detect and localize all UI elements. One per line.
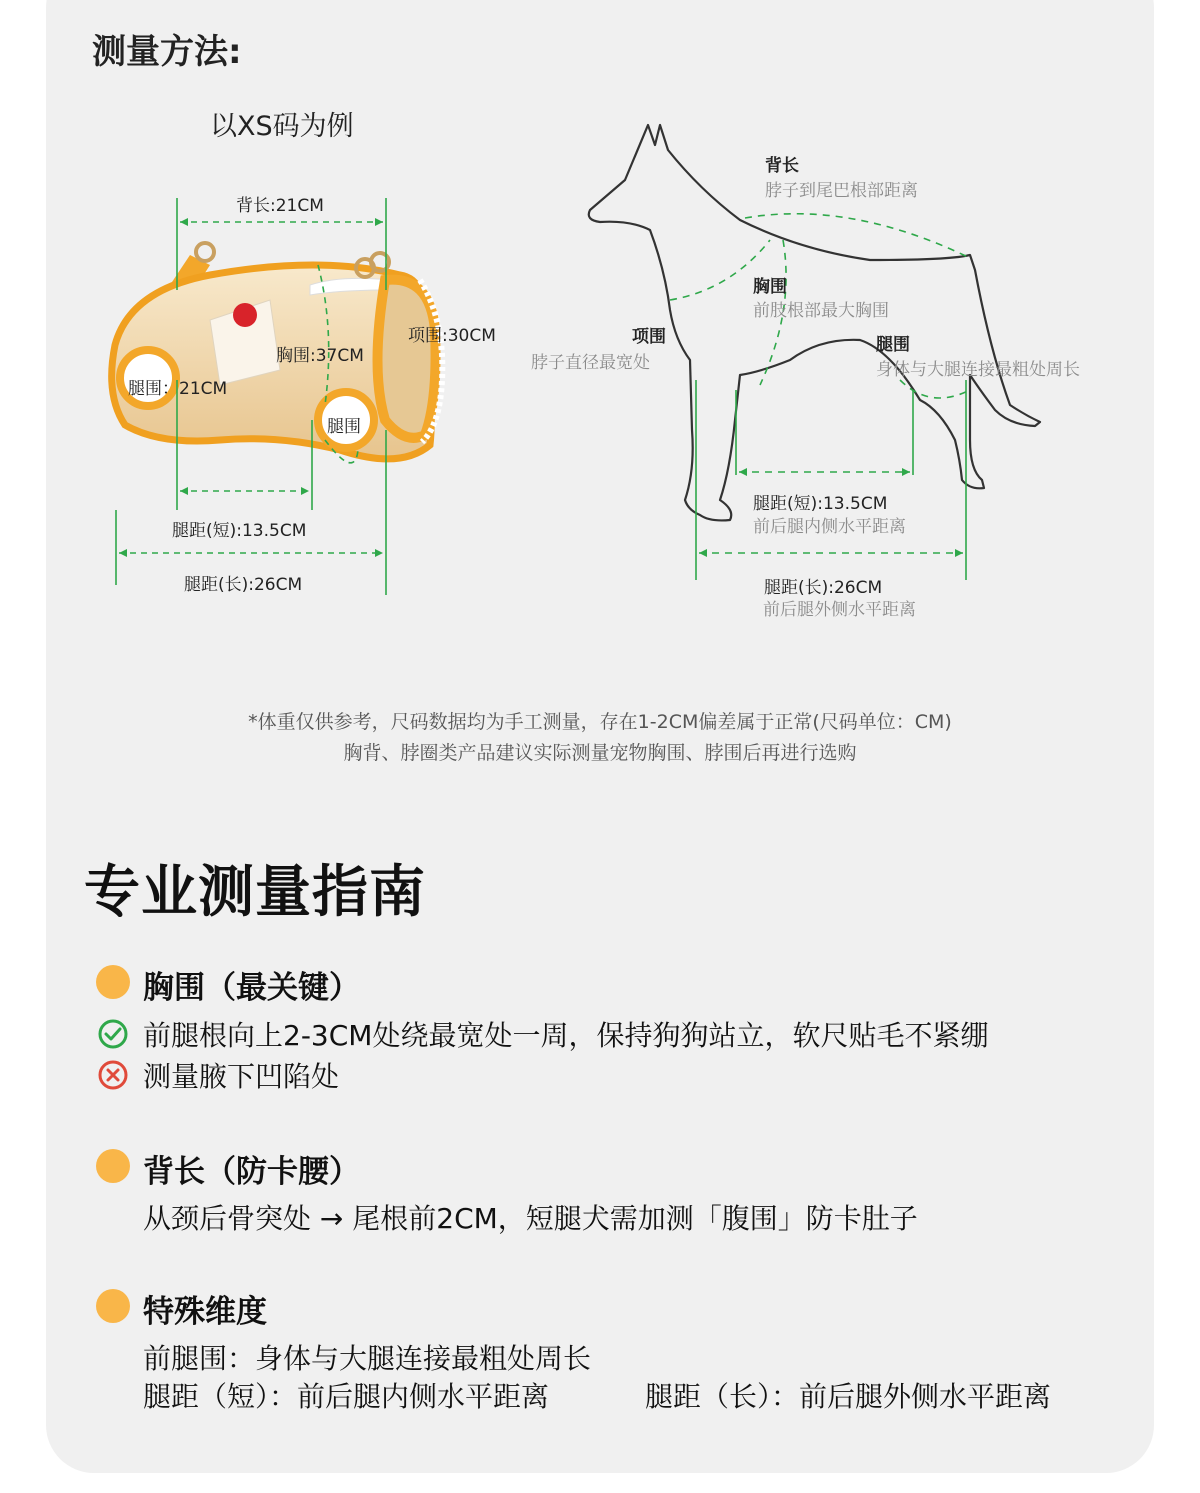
dog-back-desc: 脖子到尾巴根部距离 xyxy=(765,181,918,201)
dog-back-title: 背长 xyxy=(765,156,799,176)
dog-long-desc: 前后腿外侧水平距离 xyxy=(763,600,916,620)
harness-chest-label: 胸围:37CM xyxy=(276,346,364,366)
section-special-line1: 前腿围：身体与大腿连接最粗处周长 xyxy=(143,1342,592,1375)
section-chest-title: 胸围（最关键） xyxy=(143,970,360,1006)
d-ring-icon xyxy=(196,243,214,261)
bullet-dot-icon xyxy=(96,965,130,999)
harness-leg-long-label: 腿距(长):26CM xyxy=(184,575,303,595)
dog-leg-desc: 身体与大腿连接最粗处周长 xyxy=(876,360,1080,380)
harness-leg-label: 腿围 xyxy=(327,417,361,437)
cross-icon xyxy=(97,1059,129,1091)
note-line-2: 胸背、脖圈类产品建议实际测量宠物胸围、脖围后再进行选购 xyxy=(343,742,857,764)
section-special-line2b: 腿距（长）：前后腿外侧水平距离 xyxy=(645,1380,1052,1413)
dog-short-title: 腿距(短):13.5CM xyxy=(753,494,888,514)
example-subtitle: 以XS码为例 xyxy=(210,111,354,142)
dog-neck-desc: 脖子直径最宽处 xyxy=(531,353,650,373)
section-back-title: 背长（防卡腰） xyxy=(143,1154,360,1190)
check-icon xyxy=(97,1018,129,1050)
dog-neck-title: 项围 xyxy=(632,327,666,347)
guide-title: 专业测量指南 xyxy=(84,860,426,925)
section-chest-correct: 前腿根向上2-3CM处绕最宽处一周，保持狗狗站立，软尺贴毛不紧绷 xyxy=(143,1019,989,1052)
dog-long-title: 腿距(长):26CM xyxy=(764,578,883,598)
method-title: 测量方法: xyxy=(92,32,242,72)
dog-chest-title: 胸围 xyxy=(753,277,787,297)
dog-leg-title: 腿围 xyxy=(876,335,910,355)
cherry-icon xyxy=(233,303,257,327)
section-back-text: 从颈后骨突处 → 尾根前2CM，短腿犬需加测「腹围」防卡肚子 xyxy=(143,1202,918,1235)
section-special-title: 特殊维度 xyxy=(143,1294,267,1330)
bullet-dot-icon xyxy=(96,1289,130,1323)
dog-chest-desc: 前肢根部最大胸围 xyxy=(753,301,889,321)
harness-back-length-label: 背长:21CM xyxy=(236,196,324,216)
harness-neck-label: 项围:30CM xyxy=(408,326,496,346)
harness-leg-circ-label: 腿围：21CM xyxy=(128,379,228,399)
bullet-dot-icon xyxy=(96,1149,130,1183)
harness-neck-opening xyxy=(378,280,436,438)
dog-short-desc: 前后腿内侧水平距离 xyxy=(753,517,906,537)
section-special-line2a: 腿距（短）：前后腿内侧水平距离 xyxy=(143,1380,550,1413)
section-chest-wrong: 测量腋下凹陷处 xyxy=(143,1060,340,1093)
harness-leg-short-label: 腿距(短):13.5CM xyxy=(172,521,307,541)
note-line-1: *体重仅供参考，尺码数据均为手工测量，存在1-2CM偏差属于正常(尺码单位：CM) xyxy=(248,711,952,733)
